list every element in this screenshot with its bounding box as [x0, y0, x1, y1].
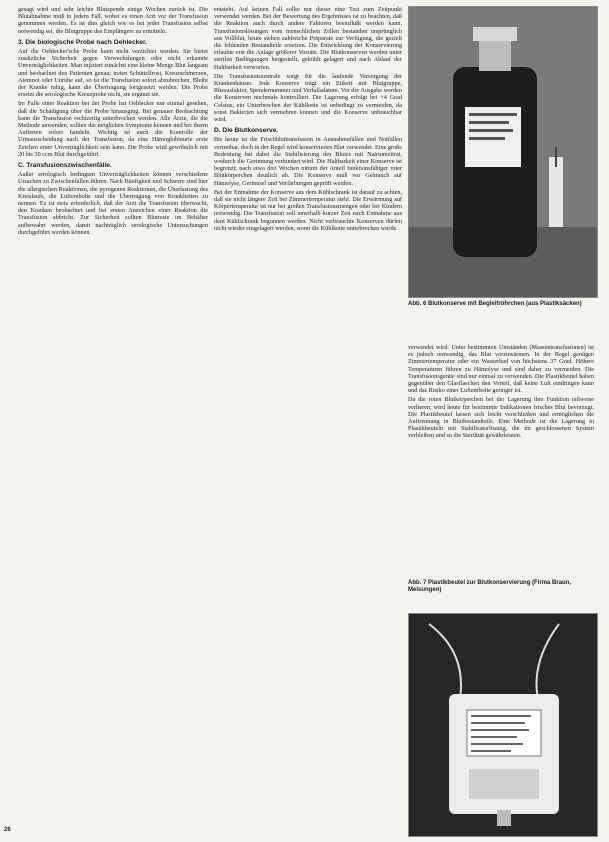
blood-bottle-photo — [408, 6, 598, 298]
paragraph: gesagt wird und sehr leichte Blutspende einige Wochen zurück ist. Die Blutabnahme muß in jedem Fall, wobei es einen Arzt vor der Transfusion genommen werden. Es ist dies gleich wie es bei jeder Transfusion selbst notwendig sei, die Blutgruppe des Empfängers zu ermitteln. — [18, 6, 208, 35]
paragraph: Im Falle einer Reaktion bei der Probe hat Oehlecker nur einmal gesehen, daß die Schädigung über die Probe hinausging. Bei genauer Beobachtung kann die Transfusion rechtzeitig unterbrochen werden. Alle Ärzte, die die Methode anwenden, sollten die möglichen Symptome kennen und bei ihrem Auftreten sofort handeln. Wichtig ist auch die Kontrolle der Urinausscheidung nach der Transfusion, da eine Hämoglobinurie erste Zeichen einer Unverträglichkeit sein kann. Die Probe wird gewöhnlich mit 20 bis 30 ccm Blut durchgeführt. — [18, 100, 208, 158]
paragraph: verwendet wird. Unter bestimmten Umständen (Massentransfusionen) ist es jedoch notwendig, das Blut vorzuwärmen. In der Regel genügen Zimmertemperatur oder ein Wasserbad von höchstens 37 Grad. Höhere Temperaturen führen zu Hämolyse und sind daher zu vermeiden. Die Transfusionsgeräte sind nur einmal zu verwenden. Die Plastikbeutel haben gegenüber den Glasflaschen den Vorteil, daß keine Luft eindringen kann und das Risiko einer Luftembolie geringer ist. — [408, 344, 594, 395]
text-column-middle — [214, 6, 402, 834]
text-column-right — [408, 344, 594, 576]
figure-caption: Abb. 6 Blutkonserve mit Begleitröhrchen (aus Plastiksäcken) — [408, 301, 582, 307]
paragraph: Bei der Entnahme der Konserve aus dem Kühlschrank ist darauf zu achten, daß sie nicht längere Zeit bei Zimmertemperatur steht. Die Erwärmung auf Körpertemperatur ist nur bei großen Transfusionsmengen oder bei Kindern notwendig. Die Transfusion soll innerhalb kurzer Zeit nach Entnahme aus dem Kühlschrank begonnen werden. Nicht verbrauchte Konserven dürfen nicht wieder eingelagert werden, wenn die Kühlkette unterbrochen wurde. — [214, 188, 402, 232]
page-marker: 26 — [4, 827, 11, 833]
blood-bag-photo — [408, 613, 598, 837]
blood-bottle-illustration — [409, 7, 597, 297]
blood-bag-illustration — [409, 614, 597, 836]
text-column-left — [18, 6, 208, 834]
paragraph: Bis heute ist die Frischbluttransfusion in Ausnahmefällen und Notfällen vertretbar, doch in der Regel wird konserviertes Blut verwendet. Eine große Bedeutung hat dabei die Stabilisierung des Blutes mit Natriumzitrat, wodurch die Gerinnung verhindert wird. Die Haltbarkeit einer Konserve ist begrenzt; nach etwa drei Wochen nimmt der Anteil funktionsfähiger roter Blutkörperchen deutlich ab. Die Konserve muß vor Gebrauch auf Hämolyse, Gerinnsel und Verfärbungen geprüft werden. — [214, 136, 402, 187]
paragraph: Die Transfusionszentrale sorgt für die laufende Versorgung der Krankenhäuser. Jede Konserve trägt ein Etikett mit Blutgruppe, Rhesusfaktor, Spendernummer und Verfallsdatum. Vor der Ausgabe werden die Konserven nochmals kontrolliert. Die Lagerung erfolgt bei +4 Grad Celsius; ein Unterbrechen der Kühlkette ist unbedingt zu vermeiden, da sonst Bakterien sich vermehren können und die Konserve unbrauchbar wird. — [214, 72, 402, 124]
paragraph: Da die roten Blutkörperchen bei der Lagerung ihre Funktion teilweise verlieren, wird heute für bestimmte Indikationen frisches Blut bevorzugt. Die Plastikbeutel lassen sich leicht verschließen und ermöglichen die Auftrennung in Blutbestandteile. Eine Methode ist die Lagerung in Plastikbeuteln mit Stabilisatorlösung, die im geschlossenen System verbleiben und so die Sterilität gewährleisten. — [408, 396, 594, 440]
figure-caption: Abb. 7 Plastikbeutel zur Blutkonservierung (Firma Braun, Melsungen) — [408, 580, 572, 593]
paragraph: entsteht. Auf keinen Fall sollte nur dieser eine Test zum Zeitpunkt verwendet werden. Bei der Bewertung des Ergebnisses ist zu beachten, daß die Reaktion auch durch andere Faktoren beeinflußt werden kann. Transfusionslösungen vom menschlichen Zellen bestanden ursprünglich aus Vollblut, heute stehen zahlreiche Präparate zur Verfügung, die gezielt die fehlenden Bestandteile ersetzen. Die Entwicklung der Konservierung erlaubte erst die Anlage größerer Vorräte. Die Blutkonserven werden unter sterilen Bedingungen hergestellt, gekühlt gelagert und nach Ablauf der Haltbarkeit verworfen. — [214, 6, 402, 71]
section-heading: D. Die Blutkonserve. — [214, 127, 279, 135]
paragraph: Außer serologisch bedingten Unverträglichkeiten können verschiedene Ursachen zu Zwischenfällen führen. Nach Häufigkeit und Schwere sind hier die allergischen Reaktionen, die pyrogenen Reaktionen, die Überlastung des Kreislaufs, die Luftembolie und die Übertragung von Krankheiten zu nennen. Es ist stets erforderlich, daß der Arzt die Transfusion überwacht, den Kranken beobachtet und bei ersten Anzeichen einer Reaktion die Transfusion abbricht. Zur Sicherheit sollten Blutreste im Behälter aufbewahrt werden, damit nachträglich serologische Untersuchungen durchgeführt werden können. — [18, 171, 208, 236]
section-heading: C. Transfusionszwischenfälle. — [18, 162, 112, 170]
section-heading: 3. Die biologische Probe nach Oehlecker. — [18, 38, 147, 46]
paragraph: Auf die Oehlecker'sche Probe kann nicht verzichtet werden. Sie bietet zusätzliche Sicherheit gegen Verwechslungen oder nicht erkannte Unverträglichkeiten. Man injiziert zunächst eine kleine Menge Blut langsam und beobachtet den Patienten genau; treten Schüttelfrost, Kreuzschmerzen, Atemnot oder Unruhe auf, so ist die Transfusion sofort abzubrechen. Bleibt der Kranke ruhig, kann die Übertragung fortgesetzt werden. Die Probe ersetzt die serologische Kreuzprobe nicht, sie ergänzt sie. — [18, 48, 208, 99]
